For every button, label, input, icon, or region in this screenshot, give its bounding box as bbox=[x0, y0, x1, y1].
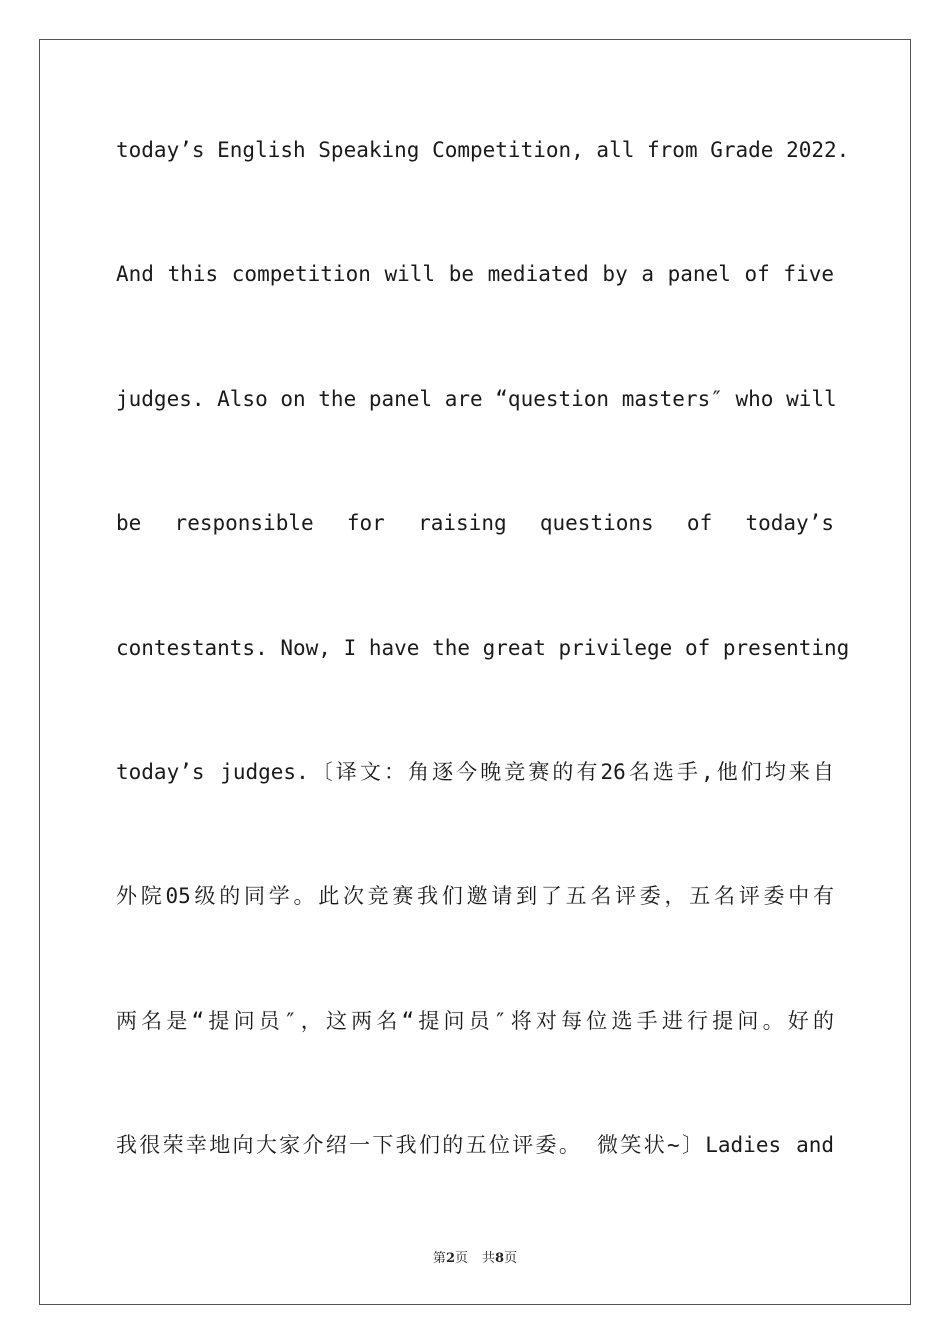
body-line-5: contestants. Now, I have the great privilege of presenting bbox=[116, 636, 850, 660]
page-suffix: 页 bbox=[454, 1251, 468, 1266]
body-line-8: 两名是“提问员″，这两名“提问员″将对每位选手进行提问。好的 bbox=[116, 1009, 834, 1033]
body-line-1: today’s English Speaking Competition, all from Grade 2022. bbox=[116, 138, 850, 162]
current-page-number: 2 bbox=[445, 1251, 455, 1266]
total-page-count: 8 bbox=[495, 1251, 505, 1266]
page-border bbox=[39, 39, 911, 1305]
page-footer bbox=[0, 1247, 950, 1266]
body-line-6: today’s judges.〔译文：角逐今晚竞赛的有26名选手,他们均来自 bbox=[116, 760, 834, 784]
body-line-7: 外院05级的同学。此次竞赛我们邀请到了五名评委，五名评委中有 bbox=[116, 884, 834, 908]
body-line-4: be responsible for raising questions of today’s bbox=[116, 511, 834, 535]
page-prefix: 第 bbox=[432, 1251, 446, 1266]
body-line-9: 我很荣幸地向大家介绍一下我们的五位评委。 微笑状~〕Ladies and bbox=[116, 1133, 834, 1157]
total-suffix: 页 bbox=[504, 1251, 518, 1266]
total-prefix: 共 bbox=[482, 1251, 496, 1266]
body-line-2: And this competition will be mediated by a panel of five bbox=[116, 262, 834, 286]
body-line-3: judges. Also on the panel are “question masters″ who will bbox=[116, 387, 837, 411]
